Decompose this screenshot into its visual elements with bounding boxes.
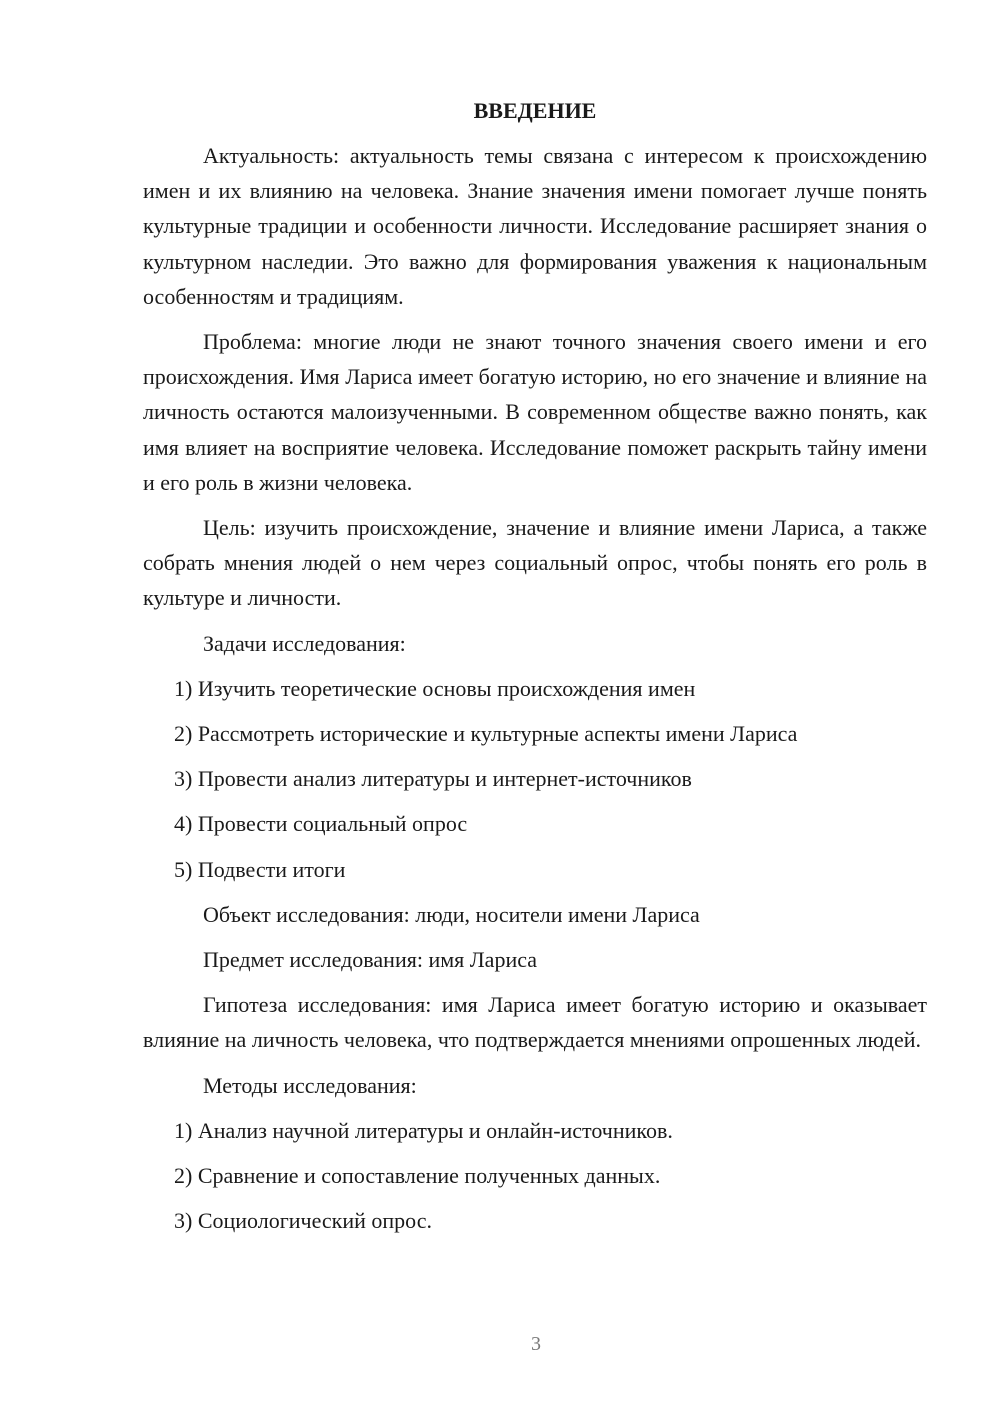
task-item: 4) Провести социальный опрос [174,811,468,837]
relevance-paragraph: Актуальность: актуальность темы связана с интересом к происхождению имен и их влиянию на человека. Знание значения имени помогает лучше понять культурные традиции и особенности личности. Исследование расширяет знания о культурном наследии. Это важно для формирования уважения к национальным особенностям и традициям. [143,143,927,309]
method-item: 1) Анализ научной литературы и онлайн-источников. [174,1117,673,1143]
page-content [143,96,927,1248]
goal-paragraph: Цель: изучить происхождение, значение и влияние имени Лариса, а также собрать мнения людей о нем через социальный опрос, чтобы понять его роль в культуре и личности. [143,515,927,611]
research-object: Объект исследования: люди, носители имени Лариса [203,901,700,927]
tasks-title: Задачи исследования: [203,630,406,656]
method-item: 3) Социологический опрос. [174,1208,432,1234]
task-item: 1) Изучить теоретические основы происхождения имен [174,675,696,701]
method-item: 2) Сравнение и сопоставление полученных данных. [174,1163,661,1189]
page-number: 3 [531,1333,541,1355]
research-subject: Предмет исследования: имя Лариса [203,947,538,973]
task-item: 3) Провести анализ литературы и интернет-источников [174,766,692,792]
task-item: 5) Подвести итоги [174,856,346,882]
hypothesis-paragraph: Гипотеза исследования: имя Лариса имеет богатую историю и оказывает влияние на личность человека, что подтверждается мнениями опрошенных людей. [143,992,927,1053]
section-heading: ВВЕДЕНИЕ [473,98,597,123]
problem-paragraph: Проблема: многие люди не знают точного значения своего имени и его происхождения. Имя Лариса имеет богатую историю, но его значение и влияние на личность остаются малоизученными. В современном обществе важно понять, как имя влияет на восприятие человека. Исследование поможет раскрыть тайну имени и его роль в жизни человека. [143,329,927,495]
methods-title: Методы исследования: [203,1072,417,1098]
task-item: 2) Рассмотреть исторические и культурные аспекты имени Лариса [174,721,798,747]
